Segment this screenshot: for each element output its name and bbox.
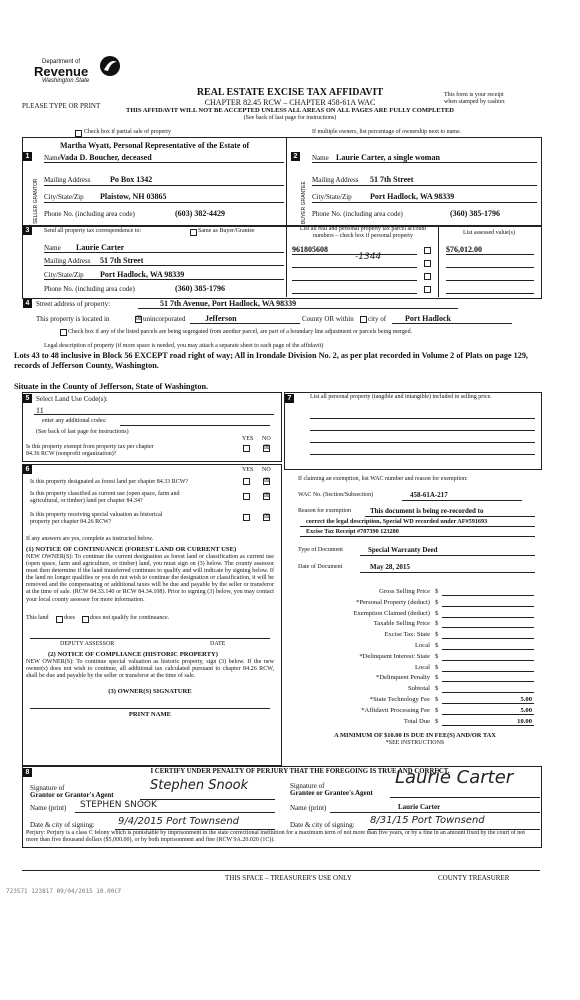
segregated-label: Check box if any of the listed parcels are being segregated from another parcel, are part of a boundary line adjustment or parcels being merged. bbox=[68, 329, 413, 335]
buyer-phone[interactable]: (360) 385-1796 bbox=[450, 209, 500, 218]
historic-no-checkbox[interactable]: ☒ bbox=[264, 514, 270, 520]
correspondence-mail-label: Mailing Address bbox=[44, 257, 91, 265]
dollar-sign: $ bbox=[435, 598, 439, 606]
dollar-sign: $ bbox=[435, 663, 439, 671]
seller-city-label: City/State/Zip bbox=[44, 193, 84, 201]
street-address-label: Street address of property: bbox=[36, 300, 111, 308]
section-5-yes: YES bbox=[242, 436, 254, 442]
perjury-notice: Perjury: Perjury is a class C felony which is punishable by imprisonment in the state correctional institution for a maximum term of not more than five years, or by a fine in an amount fixed by the court of not more than five thousand dollars ($5,000.00), or by both imprisonment and fine (RCW 9A.20.020 (1C)). bbox=[26, 830, 525, 843]
tax-line-rule bbox=[442, 692, 534, 693]
correspondence-city[interactable]: Port Hadlock, WA 98339 bbox=[100, 270, 185, 279]
doc-date-label: Date of Document bbox=[298, 564, 343, 570]
parcel-pp-checkbox-3[interactable] bbox=[424, 273, 431, 280]
personal-property-label: List all personal property (tangible and intangible) included in selling price. bbox=[310, 394, 492, 400]
notice-1-body: NEW OWNER(S): To continue the current designation as forest land or classification as current use (open space, farm and agriculture, or timber) land, you must sign on (3) below. The county assessor must then determine if the land transferred continues to qualify and will indicate by signing below. If the land no longer qualifies or you do not wish to continue the designation or classification, it will be removed and the compensating or additional taxes will be due and payable by the seller or transferor at the time of sale. (RCW 84.33.140 or RCW 84.34.108). Prior to signing (3) below, you may contact your local county assessor for more information. bbox=[26, 554, 274, 603]
historic-yes-checkbox[interactable] bbox=[243, 514, 250, 521]
tax-line-label: Subtotal bbox=[408, 685, 430, 693]
correspondence-mail[interactable]: 51 7th Street bbox=[100, 256, 144, 265]
additional-codes-label: enter any additional codes: bbox=[42, 418, 107, 424]
tax-line-amount[interactable]: 10.00 bbox=[517, 717, 532, 725]
notice-1-title: (1) NOTICE OF CONTINUANCE (FOREST LAND OR CURRENT USE) bbox=[26, 546, 237, 553]
dollar-sign: $ bbox=[435, 674, 439, 682]
tax-line-label: *Personal Property (deduct) bbox=[356, 598, 430, 606]
dollar-sign: $ bbox=[435, 706, 439, 714]
tax-line-rule bbox=[442, 627, 534, 628]
tax-line-rule bbox=[442, 606, 534, 607]
land-does-not-checkbox[interactable] bbox=[82, 616, 89, 623]
tax-line-amount[interactable]: 5.00 bbox=[520, 696, 532, 703]
land-does-label: This land bbox=[26, 615, 49, 621]
tax-line-rule bbox=[442, 617, 534, 618]
buyer-city-label: City/State/Zip bbox=[312, 193, 352, 201]
tax-line-label: Local bbox=[414, 642, 430, 649]
city-value[interactable]: Port Hadlock bbox=[405, 314, 451, 323]
form-title: REAL ESTATE EXCISE TAX AFFIDAVIT bbox=[196, 87, 384, 98]
correspondence-phone-label: Phone No. (including area code) bbox=[44, 285, 135, 293]
tax-line-rule bbox=[442, 660, 534, 661]
form-warning: THIS AFFIDAVIT WILL NOT BE ACCEPTED UNLESS ALL AREAS ON ALL PAGES ARE FULLY COMPLETED bbox=[126, 107, 454, 114]
current-use-no-checkbox[interactable]: ☒ bbox=[264, 493, 270, 499]
multiple-owners-label: If multiple owners, list percentage of ownership next to name. bbox=[312, 129, 462, 135]
dollar-sign: $ bbox=[435, 652, 439, 660]
grantee-sig-label-2: Grantee or Grantee's Agent bbox=[290, 789, 373, 797]
see-back: (See back of last page for instructions) bbox=[243, 115, 337, 121]
grantor-date-city[interactable]: 9/4/2015 Port Townsend bbox=[118, 816, 240, 827]
parcel-pp-checkbox-2[interactable] bbox=[424, 260, 431, 267]
dollar-sign: $ bbox=[435, 609, 439, 617]
receipt-note-1: This form is your receipt bbox=[444, 92, 504, 98]
exempt-question-1: Is this property exempt from property tax per chapter bbox=[26, 444, 154, 450]
tax-line-label: Gross Selling Price bbox=[379, 588, 430, 595]
section-5-number: 5 bbox=[23, 394, 32, 403]
section-4-number: 4 bbox=[23, 299, 32, 308]
deputy-assessor-label: DEPUTY ASSESSOR bbox=[60, 641, 115, 647]
land-use-code[interactable]: 11 bbox=[36, 406, 44, 415]
partial-sale-label: Check box if partial sale of property bbox=[84, 129, 171, 135]
correspondence-name-label: Name bbox=[44, 244, 61, 252]
affidavit-page bbox=[6, 40, 544, 962]
tax-line-rule bbox=[442, 703, 534, 704]
segregated-checkbox[interactable] bbox=[60, 329, 67, 336]
does-label: does bbox=[64, 615, 75, 621]
please-type: PLEASE TYPE OR PRINT bbox=[22, 102, 101, 110]
deputy-date-label: DATE bbox=[210, 641, 226, 647]
forest-land-question: Is this property designated as forest land per chapter 84.33 RCW? bbox=[30, 479, 189, 485]
doc-type-label: Type of Document bbox=[298, 547, 343, 553]
receipt-stamp: 723571 123817 09/04/2015 10.00CF bbox=[6, 888, 122, 895]
tax-line-rule bbox=[442, 714, 534, 715]
reason-line-3[interactable]: Excise Tax Receipt #707390 123280 bbox=[306, 528, 399, 535]
tax-line-label: Excise Tax: State bbox=[384, 631, 430, 639]
parcel-note: -1344 bbox=[355, 252, 382, 262]
receipt-note-2: when stamped by cashier. bbox=[444, 99, 506, 105]
tax-line-rule bbox=[442, 638, 534, 639]
seller-city[interactable]: Plaistow, NH 03865 bbox=[100, 192, 167, 201]
legal-description-label: Legal description of property (if more space is needed, you may attach a separate sheet to each page of the affidavit) bbox=[44, 343, 324, 349]
section-1-number: 1 bbox=[23, 152, 32, 161]
grantee-date-city[interactable]: 8/31/15 Port Townsend bbox=[370, 815, 485, 826]
unincorporated-label: unincorporated bbox=[143, 315, 186, 323]
partial-sale-checkbox[interactable] bbox=[75, 130, 82, 137]
revenue-logo-icon bbox=[98, 54, 122, 78]
tax-line-rule bbox=[442, 681, 534, 682]
tax-line-label: Total Due bbox=[403, 717, 430, 725]
notice-2-title: (2) NOTICE OF COMPLIANCE (HISTORIC PROPERTY) bbox=[48, 651, 218, 658]
same-as-buyer-label: Same as Buyer/Grantee bbox=[198, 228, 255, 234]
tax-line-rule bbox=[442, 595, 534, 596]
forest-no-checkbox[interactable]: ☒ bbox=[264, 478, 270, 484]
parcel-pp-checkbox-4[interactable] bbox=[424, 286, 431, 293]
located-label: This property is located in bbox=[36, 315, 110, 323]
assessed-header: List assessed value(s) bbox=[463, 230, 515, 236]
form-chapter: CHAPTER 82.45 RCW – CHAPTER 458-61A WAC bbox=[204, 98, 376, 107]
tax-line-label: *Affidavit Processing Fee bbox=[361, 706, 430, 714]
legal-description[interactable]: Lots 43 to 48 inclusive in Block 56 EXCEPT road right of way; All in Irondale Division No. 2, as per plat recorded in Volume 2 of Plats on page 129, records of Jefferson County, Washington. bbox=[14, 351, 528, 370]
dept-state: Washington State bbox=[42, 78, 90, 84]
dollar-sign: $ bbox=[435, 696, 439, 703]
exemption-label: If claiming an exemption, list WAC number and reason for exemption: bbox=[298, 476, 468, 482]
grantor-sig-label-1: Signature of bbox=[30, 784, 65, 792]
dept-name: Revenue bbox=[34, 64, 89, 79]
exempt-yes-checkbox[interactable] bbox=[243, 445, 250, 452]
tax-line-label: *Delinquent Penalty bbox=[375, 674, 430, 682]
grantee-sig-label-1: Signature of bbox=[290, 782, 325, 790]
grantee-date-label: Date & city of signing: bbox=[290, 821, 355, 829]
correspondence-city-label: City/State/Zip bbox=[44, 271, 84, 279]
parcel-header-1: List all real and personal property tax parcel account bbox=[299, 226, 427, 232]
doc-date[interactable]: May 28, 2015 bbox=[370, 563, 410, 571]
dollar-sign: $ bbox=[435, 642, 439, 649]
doc-type[interactable]: Special Warranty Deed bbox=[368, 546, 438, 554]
reason-label: Reason for exemption bbox=[298, 508, 351, 514]
seller-phone[interactable]: (603) 382-4429 bbox=[175, 209, 225, 218]
minimum-due-note: A MINIMUM OF $10.00 IS DUE IN FEE(S) AND/OR TAX bbox=[334, 732, 496, 739]
reason-line-1[interactable]: This document is being re-recorded to bbox=[370, 507, 484, 515]
seller-name-2[interactable]: Vada D. Boucher, deceased bbox=[60, 153, 152, 162]
buyer-city[interactable]: Port Hadlock, WA 98339 bbox=[370, 192, 455, 201]
same-as-buyer-checkbox[interactable] bbox=[190, 229, 197, 236]
assessed-value[interactable]: $76,012.00 bbox=[446, 245, 482, 254]
does-not-label: does not qualify for continuance. bbox=[90, 615, 170, 621]
tax-line-rule bbox=[442, 725, 534, 726]
forest-yes-checkbox[interactable] bbox=[243, 478, 250, 485]
section-6-number: 6 bbox=[23, 465, 32, 474]
historic-question-2: property per chapter 84.26 RCW? bbox=[30, 519, 112, 525]
buyer-name-label: Name bbox=[312, 154, 329, 162]
send-correspondence-label: Send all property tax correspondence to: bbox=[44, 228, 142, 234]
seller-mail[interactable]: Po Box 1342 bbox=[110, 175, 153, 184]
tax-line-rule bbox=[442, 671, 534, 672]
exempt-no-checkbox[interactable]: ☒ bbox=[264, 445, 270, 451]
grantee-name[interactable]: Laurie Carter bbox=[398, 803, 441, 811]
current-use-yes-checkbox[interactable] bbox=[243, 493, 250, 500]
grantor-signature[interactable]: Stephen Snook bbox=[150, 778, 249, 793]
dollar-sign: $ bbox=[435, 631, 439, 639]
treasurer-use-label: THIS SPACE – TREASURER'S USE ONLY bbox=[225, 874, 352, 882]
seller-name-label: Name bbox=[44, 154, 61, 162]
section-8-number: 8 bbox=[23, 768, 32, 777]
tax-line-label: *State Technology Fee bbox=[369, 696, 430, 703]
print-name-label: PRINT NAME bbox=[128, 711, 172, 718]
unincorporated-checkbox[interactable]: ☒ bbox=[136, 316, 142, 322]
seller-name[interactable]: Martha Wyatt, Personal Representative of the Estate of bbox=[60, 141, 250, 150]
tax-line-label: Taxable Selling Price bbox=[373, 620, 430, 628]
tax-line-label: Exemption Claimed (deduct) bbox=[353, 609, 430, 617]
dollar-sign: $ bbox=[435, 620, 439, 628]
current-use-question-1: Is this property classified as current use (open space, farm and bbox=[30, 491, 180, 497]
section-6-yes: YES bbox=[242, 467, 254, 473]
buyer-phone-label: Phone No. (including area code) bbox=[312, 210, 403, 218]
buyer-side-label: BUYER GRANTEE bbox=[301, 181, 307, 224]
see-instructions: *SEE INSTRUCTIONS bbox=[385, 740, 445, 746]
situate-line[interactable]: Situate in the County of Jefferson, State of Washington. bbox=[14, 382, 209, 391]
dollar-sign: $ bbox=[435, 588, 439, 595]
grantor-date-label: Date & city of signing: bbox=[30, 821, 95, 829]
parcel-pp-checkbox-1[interactable] bbox=[424, 247, 431, 254]
land-does-checkbox[interactable] bbox=[56, 616, 63, 623]
correspondence-phone[interactable]: (360) 385-1796 bbox=[175, 284, 225, 293]
grantee-name-label: Name (print) bbox=[290, 804, 327, 812]
wac-number[interactable]: 458-61A-217 bbox=[410, 491, 448, 499]
buyer-name[interactable]: Laurie Carter, a single woman bbox=[336, 153, 440, 162]
reason-line-2[interactable]: correct the legal description, Special WD recorded under AF#591693 bbox=[306, 518, 488, 525]
section-3-number: 3 bbox=[23, 226, 32, 235]
land-use-label: Select Land Use Code(s): bbox=[36, 395, 108, 403]
county-label: County OR within bbox=[302, 315, 354, 323]
owner-signature-label: (3) OWNER(S) SIGNATURE bbox=[108, 688, 192, 695]
section-7-number: 7 bbox=[285, 394, 294, 403]
notice-2-body: NEW OWNER(S): To continue special valuation as historic property, sign (3) below. If the new owner(s) does not wish to continue, all additional tax calculated pursuant to chapter 84.26 RCW, shall be due and payable by the seller or transferor at the time of sale. bbox=[26, 659, 274, 680]
seller-side-label: SELLER GRANTOR bbox=[33, 178, 39, 224]
seller-mail-label: Mailing Address bbox=[44, 176, 91, 184]
historic-question-1: Is this property receiving special valuation as historical bbox=[30, 512, 163, 518]
city-of-label: city of bbox=[368, 315, 387, 323]
wac-label: WAC No. (Section/Subsection) bbox=[298, 492, 374, 498]
parcel-number[interactable]: 961805608 bbox=[292, 245, 328, 254]
street-address[interactable]: 51 7th Avenue, Port Hadlock, WA 98339 bbox=[160, 299, 297, 308]
section-7-box bbox=[284, 392, 542, 470]
grantor-name[interactable]: STEPHEN SNOOK bbox=[80, 800, 157, 810]
tax-line-label: Local bbox=[414, 663, 430, 671]
parcel-header-2: numbers – check box if personal property bbox=[313, 233, 413, 239]
seller-phone-label: Phone No. (including area code) bbox=[44, 210, 135, 218]
section-5-see-back: (See back of last page for instructions) bbox=[36, 429, 129, 435]
tax-line-label: *Delinquent Interest: State bbox=[359, 652, 430, 660]
city-of-checkbox[interactable] bbox=[360, 316, 367, 323]
buyer-mail[interactable]: 51 7th Street bbox=[370, 175, 414, 184]
dollar-sign: $ bbox=[435, 685, 439, 693]
dollar-sign: $ bbox=[435, 717, 439, 725]
grantee-signature[interactable]: Laurie Carter bbox=[395, 767, 514, 788]
section-6-no: NO bbox=[262, 467, 271, 473]
grantor-sig-label-2: Grantor or Grantor's Agent bbox=[30, 791, 114, 799]
county-treasurer-label: COUNTY TREASURER bbox=[438, 874, 510, 882]
if-yes-instruction: If any answers are yes, complete as instructed below. bbox=[26, 536, 154, 542]
current-use-question-2: agricultural, or timber) land per chapter 84.34? bbox=[30, 498, 143, 504]
section-2-number: 2 bbox=[291, 152, 300, 161]
tax-line-rule bbox=[442, 649, 534, 650]
dept-line1: Department of bbox=[42, 59, 81, 65]
buyer-mail-label: Mailing Address bbox=[312, 176, 359, 184]
county-value[interactable]: Jefferson bbox=[205, 314, 237, 323]
section-5-no: NO bbox=[262, 436, 271, 442]
exempt-question-2: 84.36 RCW (nonprofit organization)? bbox=[26, 451, 117, 457]
correspondence-name[interactable]: Laurie Carter bbox=[76, 243, 125, 252]
certify-statement: I CERTIFY UNDER PENALTY OF PERJURY THAT THE FOREGOING IS TRUE AND CORRECT. bbox=[150, 768, 450, 775]
grantor-name-label: Name (print) bbox=[30, 804, 67, 812]
tax-line-amount[interactable]: 5.00 bbox=[520, 706, 532, 714]
